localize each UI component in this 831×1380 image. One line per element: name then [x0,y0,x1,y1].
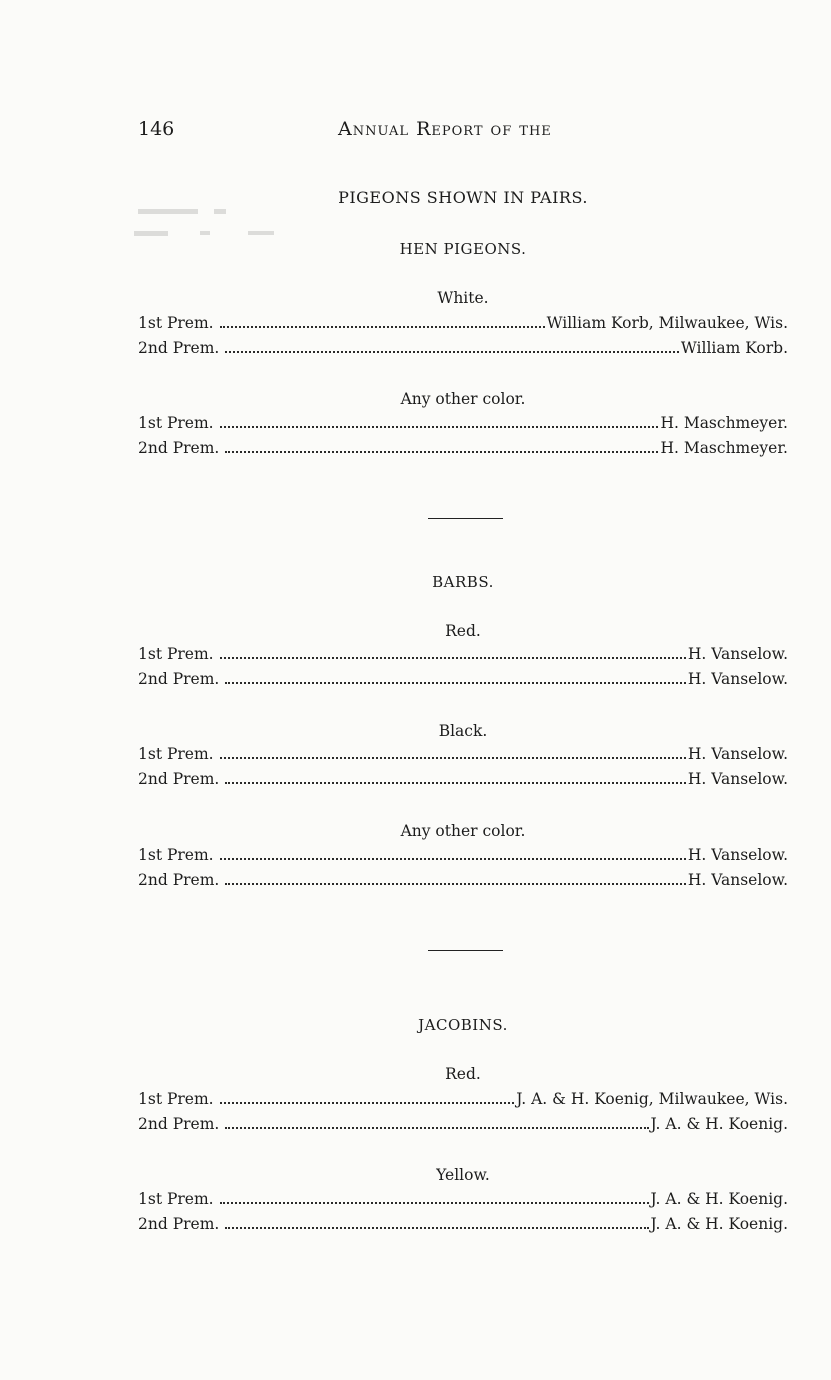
award-label: 2nd Prem. [138,339,220,357]
award-entry [138,1115,788,1133]
award-label: 2nd Prem. [138,439,220,457]
award-entry [138,1190,788,1208]
award-entry [138,846,788,864]
award-entry [138,670,788,688]
award-label: 1st Prem. [138,745,214,763]
page-number: 146 [138,118,175,140]
subheading-red: Red. [445,1065,481,1083]
award-winner: J. A. & H. Koenig. [650,1215,788,1233]
page-header [138,118,788,144]
subheading-black: Black. [438,722,488,740]
dot-leader [225,682,686,684]
award-winner: J. A. & H. Koenig, Milwaukee, Wis. [516,1090,788,1108]
dot-leader [225,782,686,784]
award-entry [138,645,788,663]
award-label: 2nd Prem. [138,1215,220,1233]
award-entry [138,1215,788,1233]
award-winner: William Korb. [680,339,788,357]
award-label: 1st Prem. [138,1090,214,1108]
section-divider [428,950,503,951]
award-label: 1st Prem. [138,314,214,332]
award-winner: H. Vanselow. [687,770,788,788]
dot-leader [220,757,686,759]
award-entry [138,439,788,457]
subheading-any-other-color: Any other color. [400,390,526,408]
award-label: 2nd Prem. [138,1115,220,1133]
award-winner: H. Vanselow. [687,846,788,864]
running-head: Annual Report of the [338,118,552,140]
section-heading-hen-pigeons: HEN PIGEONS. [399,240,527,258]
award-winner: H. Vanselow. [687,670,788,688]
award-winner: H. Maschmeyer. [660,414,788,432]
section-divider [428,518,503,519]
dot-leader [220,1202,649,1204]
award-label: 1st Prem. [138,645,214,663]
dot-leader [220,426,659,428]
award-winner: H. Vanselow. [687,645,788,663]
dot-leader [220,858,686,860]
dot-leader [225,1127,648,1129]
award-winner: J. A. & H. Koenig. [650,1115,788,1133]
subheading-white: White. [437,289,489,307]
award-entry [138,1090,788,1108]
dot-leader [225,451,658,453]
award-entry [138,414,788,432]
bleed-through-smudge [130,203,290,245]
award-entry [138,745,788,763]
award-entry [138,871,788,889]
award-label: 2nd Prem. [138,871,220,889]
dot-leader [225,1227,648,1229]
dot-leader [225,883,686,885]
award-entry [138,339,788,357]
page-title: PIGEONS SHOWN IN PAIRS. [338,188,588,207]
award-label: 1st Prem. [138,414,214,432]
subheading-yellow: Yellow. [436,1166,490,1184]
section-heading-barbs: BARBS. [432,573,494,591]
award-label: 1st Prem. [138,1190,214,1208]
award-entry [138,770,788,788]
award-winner: William Korb, Milwaukee, Wis. [546,314,788,332]
award-label: 1st Prem. [138,846,214,864]
award-entry [138,314,788,332]
subheading-red: Red. [445,622,481,640]
dot-leader [220,326,545,328]
dot-leader [220,657,686,659]
section-heading-jacobins: JACOBINS. [418,1016,508,1034]
subheading-any-other-color: Any other color. [400,822,526,840]
award-winner: H. Maschmeyer. [660,439,788,457]
award-label: 2nd Prem. [138,670,220,688]
dot-leader [225,351,679,353]
award-winner: H. Vanselow. [687,871,788,889]
award-winner: J. A. & H. Koenig. [650,1190,788,1208]
award-winner: H. Vanselow. [687,745,788,763]
award-label: 2nd Prem. [138,770,220,788]
dot-leader [220,1102,515,1104]
